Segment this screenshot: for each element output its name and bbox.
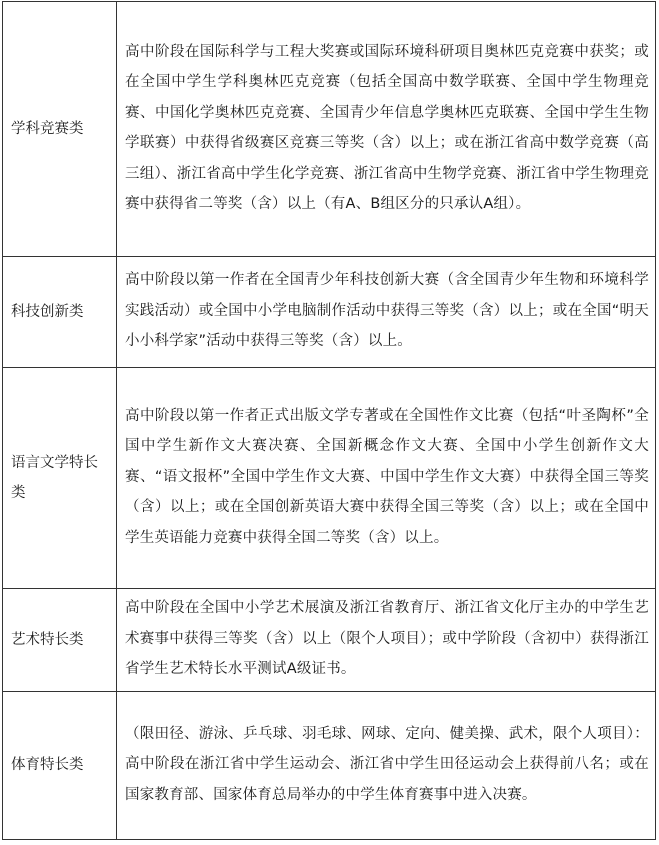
category-cell: 科技创新类 [3,257,117,368]
description-cell: 高中阶段在国际科学与工程大奖赛或国际环境科研项目奥林匹克竞赛中获奖；或在全国中学生学科奥林匹克竞赛（包括全国高中数学联赛、全国中学生物理竞赛、中国化学奥林匹克竞赛、全国青少年信息学奥林匹克联赛、全国中学生生物学联赛）中获得省级赛区竞赛三等奖（含）以上；或在浙江省高中数学竞赛（高三组）、浙江省高中学生化学竞赛、浙江省高中生物学竞赛、浙江省中学生物理竞赛中获得省二等奖（含）以上（有A、B组区分的只承认A组）。 [117,2,656,257]
category-cell: 语言文学特长类 [3,368,117,589]
table-row [3,257,656,368]
table-row [3,589,656,692]
category-cell: 学科竞赛类 [3,2,117,257]
table-row [3,368,656,589]
category-cell: 艺术特长类 [3,589,117,692]
description-cell: 高中阶段以第一作者正式出版文学专著或在全国性作文比赛（包括“叶圣陶杯”全国中学生新作文大赛决赛、全国新概念作文大赛、全国中小学生创新作文大赛、“语文报杯”全国中学生作文大赛、中国中学生作文大赛）中获得全国三等奖（含）以上；或在全国创新英语大赛中获得全国三等奖（含）以上；或在全国中学生英语能力竞赛中获得全国二等奖（含）以上。 [117,368,656,589]
description-cell: （限田径、游泳、乒乓球、羽毛球、网球、定向、健美操、武术，限个人项目）：高中阶段在浙江省中学生运动会、浙江省中学生田径运动会上获得前八名；或在国家教育部、国家体育总局举办的中学生体育赛事中进入决赛。 [117,692,656,840]
description-cell: 高中阶段在全国中小学艺术展演及浙江省教育厅、浙江省文化厅主办的中学生艺术赛事中获得三等奖（含）以上（限个人项目）；或中学阶段（含初中）获得浙江省学生艺术特长水平测试A级证书。 [117,589,656,692]
table-row [3,692,656,840]
table-row [3,2,656,257]
category-table [2,1,656,840]
description-cell: 高中阶段以第一作者在全国青少年科技创新大赛（含全国青少年生物和环境科学实践活动）或全国中小学电脑制作活动中获得三等奖（含）以上；或在全国“明天小小科学家”活动中获得三等奖（含）以上。 [117,257,656,368]
category-cell: 体育特长类 [3,692,117,840]
